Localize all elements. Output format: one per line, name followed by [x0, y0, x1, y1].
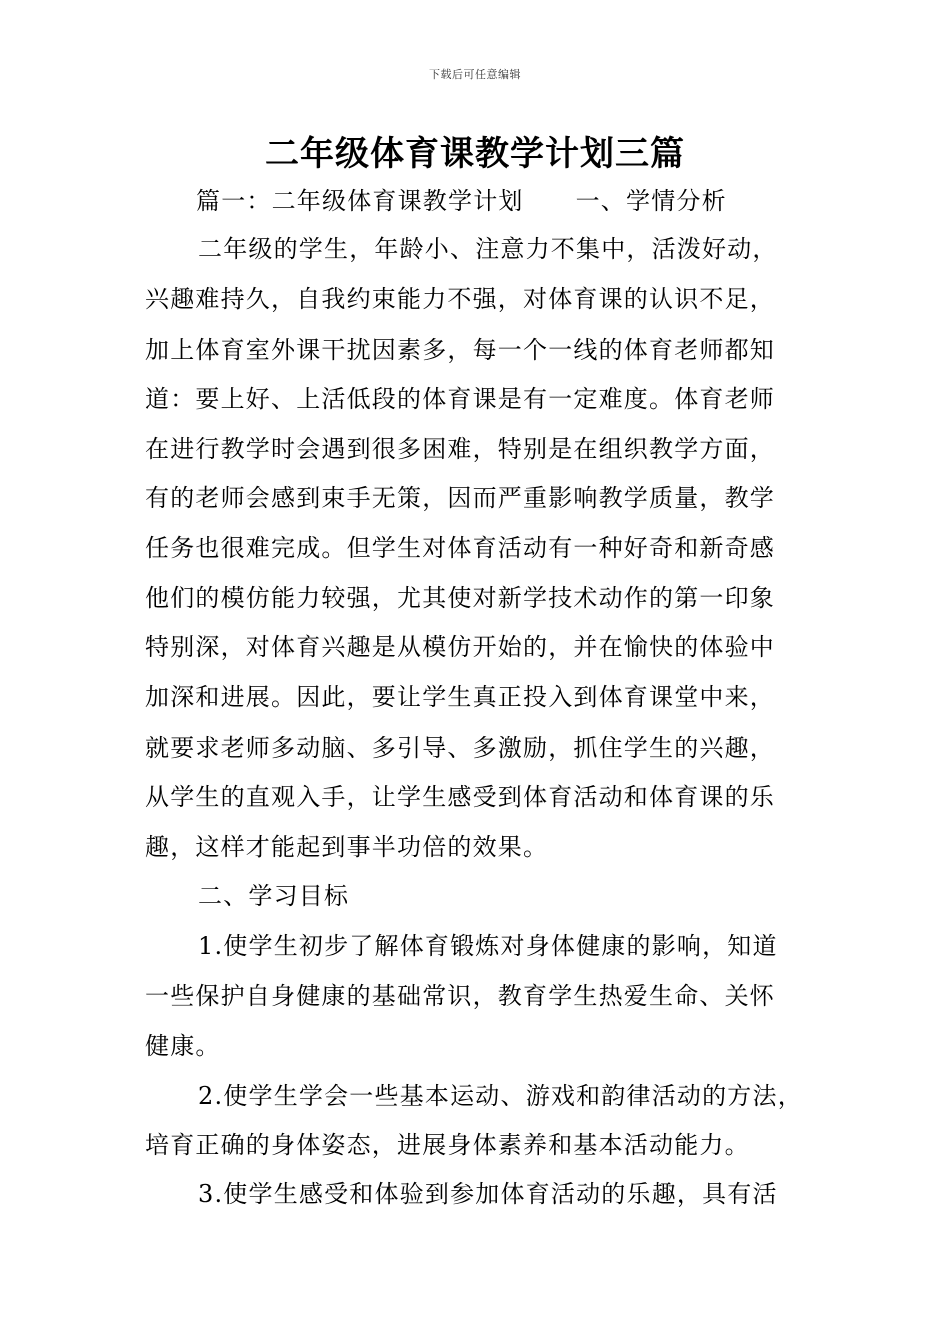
section-heading-2: 二、学习目标: [198, 882, 350, 910]
paragraph-line: 一些保护自身健康的基础常识，教育学生热爱生命、关怀: [145, 982, 775, 1010]
chapter-heading-line: [196, 186, 727, 216]
paragraph-line: 趣，这样才能起到事半功倍的效果。: [145, 833, 549, 861]
paragraph-line: 他们的模仿能力较强，尤其使对新学技术动作的第一印象: [145, 584, 775, 612]
paragraph-line: 从学生的直观入手，让学生感受到体育活动和体育课的乐: [145, 783, 775, 811]
paragraph-line: 道：要上好、上活低段的体育课是有一定难度。体育老师: [145, 385, 775, 413]
paragraph-line: 在进行教学时会遇到很多困难，特别是在组织教学方面，: [145, 435, 775, 463]
section-heading-1: 一、学情分析: [575, 187, 727, 215]
paragraph-line: 培育正确的身体姿态，进展身体素养和基本活动能力。: [145, 1131, 750, 1159]
paragraph-line: 二年级的学生，年龄小、注意力不集中，活泼好动，: [198, 235, 778, 263]
paragraph-line: 特别深，对体育兴趣是从模仿开始的，并在愉快的体验中: [145, 633, 775, 661]
paragraph-line: 2.使学生学会一些基本运动、游戏和韵律活动的方法，: [198, 1082, 803, 1110]
paragraph-line: 有的老师会感到束手无策，因而严重影响教学质量，教学: [145, 484, 775, 512]
paragraph-line: 兴趣难持久，自我约束能力不强，对体育课的认识不足，: [145, 285, 775, 313]
document-title: 二年级体育课教学计划三篇: [265, 134, 685, 174]
paragraph-line: 加深和进展。因此，要让学生真正投入到体育课堂中来，: [145, 683, 775, 711]
paragraph-line: 加上体育室外课干扰因素多，每一个一线的体育老师都知: [145, 336, 775, 364]
paragraph-line: 3.使学生感受和体验到参加体育活动的乐趣，具有活: [198, 1180, 778, 1208]
paragraph-line: 任务也很难完成。但学生对体育活动有一种好奇和新奇感: [145, 534, 775, 562]
paragraph-line: 1.使学生初步了解体育锻炼对身体健康的影响，知道: [198, 932, 778, 960]
header-note: 下载后可任意编辑: [429, 68, 521, 81]
paragraph-line: 就要求老师多动脑、多引导、多激励，抓住学生的兴趣，: [145, 734, 775, 762]
chapter-label: 篇一：二年级体育课教学计划: [196, 187, 524, 215]
paragraph-line: 健康。: [145, 1032, 221, 1060]
